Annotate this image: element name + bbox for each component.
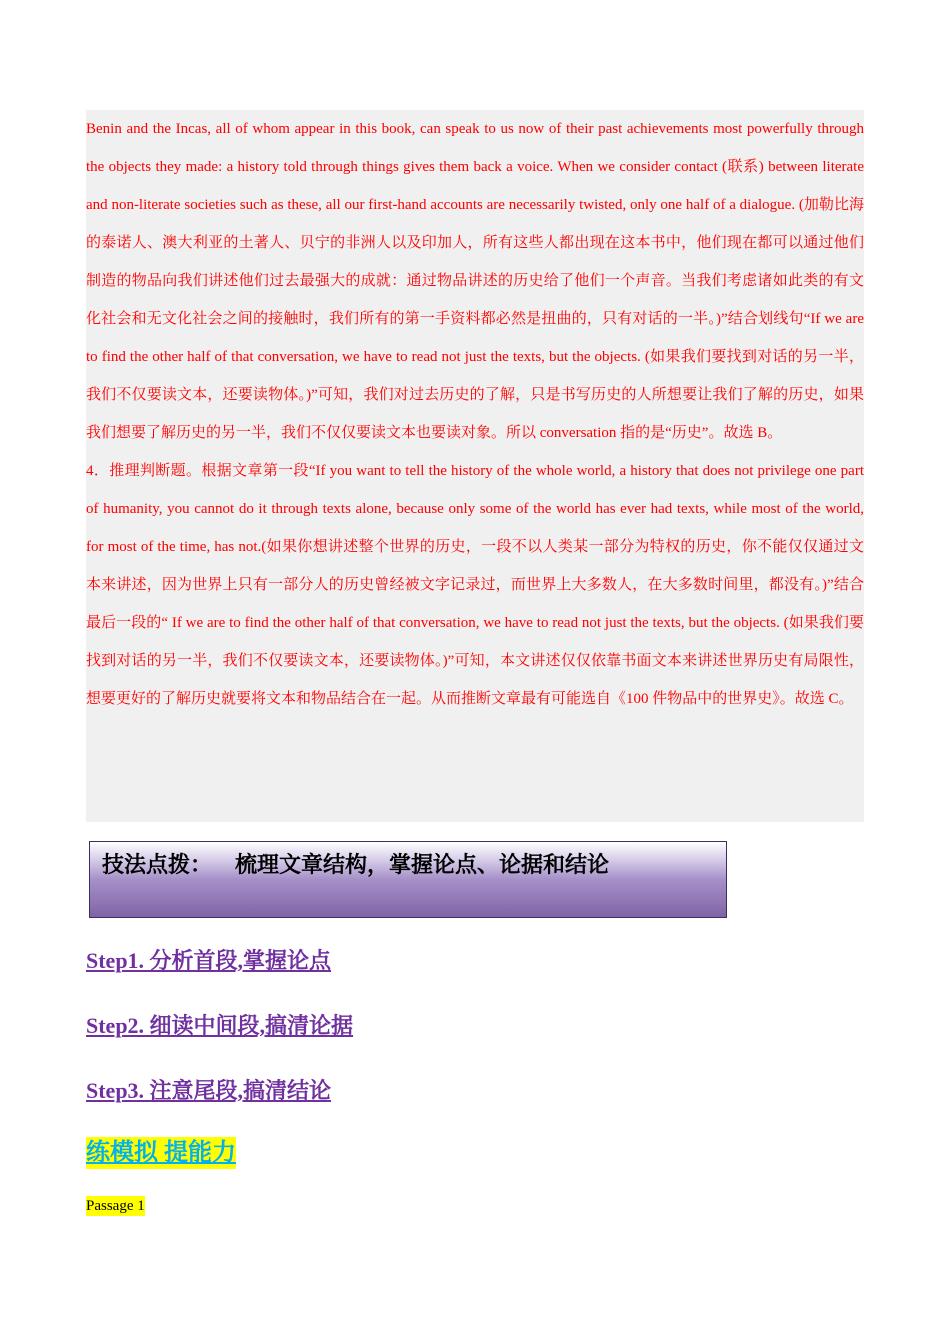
step-1-heading: Step1. 分析首段,掌握论点 [86,948,332,973]
technique-tip-label: 技法点拨： [102,853,213,878]
practice-heading: 练模拟 提能力 [86,1137,236,1169]
passage-label: Passage 1 [86,1198,145,1214]
step-3-heading: Step3. 注意尾段,搞清结论 [86,1078,332,1103]
technique-tip-heading [102,848,609,879]
explanation-paragraph-1: Benin and the Incas, all of whom appear in this book, can speak to us now of their past achievements most powerfully through the objects they made: a history told through things gives them back a voice. When we consider contact (联系) between literate and non-literate societies such as these, all our first-hand accounts are necessarily twisted, only one half of a dialogue. (加勒比海的泰诺人、澳大利亚的土著人、贝宁的非洲人以及印加人，所有这些人都出现在这本书中，他们现在都可以通过他们制造的物品向我们讲述他们过去最强大的成就：通过物品讲述的历史给了他们一个声音。当我们考虑诸如此类的有文化社会和无文化社会之间的接触时，我们所有的第一手资料都必然是扭曲的，只有对话的一半。)”结合划线句“If we are to find the other half of that conversation, we have to read not just the texts, but the objects. (如果我们要找到对话的另一半，我们不仅要读文本，还要读物体。)”可知，我们对过去历史的了解，只是书写历史的人所想要让我们了解的历史，如果我们想要了解历史的另一半，我们不仅仅要读文本也要读对象。所以 conversation 指的是“历史”。故选 B。 [86,121,864,441]
technique-tip-title: 梳理文章结构，掌握论点、论据和结论 [235,853,610,878]
step-2-heading: Step2. 细读中间段,搞清论据 [86,1013,354,1038]
explanation-paragraph-2: 4．推理判断题。根据文章第一段“If you want to tell the history of the whole world, a history that does not privilege one part of humanity, you cannot do it through texts alone, because only some of the world has ever had texts, while most of the world, for most of the time, has not.(如果你想讲述整个世界的历史，一段不以人类某一部分为特权的历史，你不能仅仅通过文本来讲述，因为世界上只有一部分人的历史曾经被文字记录过，而世界上大多数人，在大多数时间里，都没有。)”结合最后一段的“ If we are to find the other half of that conversation, we have to read not just the texts, but the objects. (如果我们要找到对话的另一半，我们不仅要读文本，还要读物体。)”可知，本文讲述仅仅依靠书面文本来讲述世界历史有局限性，想要更好的了解历史就要将文本和物品结合在一起。从而推断文章最有可能选自《100 件物品中的世界史》。故选 C。 [86,463,864,707]
technique-tip-box [89,841,727,918]
answer-explanation-block [86,110,864,822]
